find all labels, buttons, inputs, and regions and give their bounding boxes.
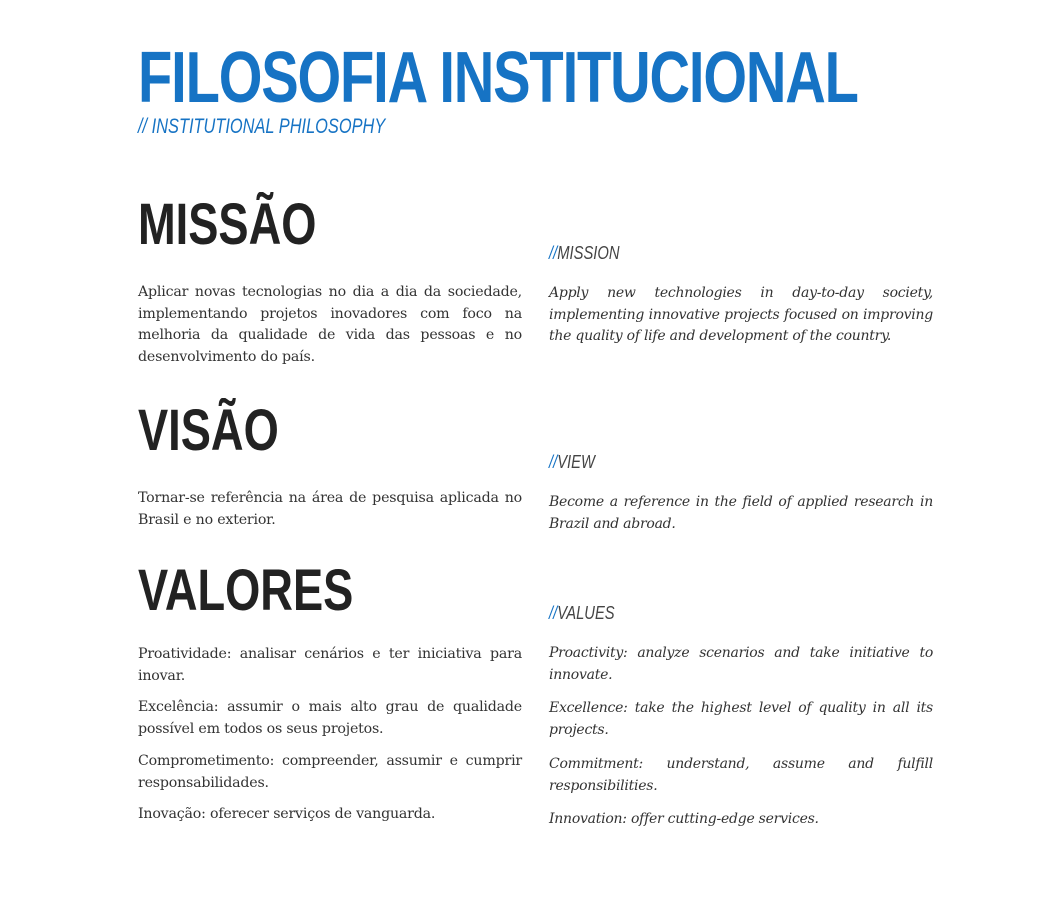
vision-english-label xyxy=(549,452,595,472)
mission-text-en: Apply new technologies in day-to-day society, implementing innovative projects focused on improving the quality of life and development of the country. xyxy=(549,285,933,344)
mission-text-pt: Aplicar novas tecnologias no dia a dia da sociedade, implementando projetos inovadores com foco na melhoria da qualidade de vida das pessoas e no desenvolvimento do país. xyxy=(138,284,522,365)
mission-label-slashes: // xyxy=(549,243,558,263)
value-item-en: Commitment: understand, assume and fulfill responsibilities. xyxy=(549,756,933,794)
value-item-en: Excellence: take the highest level of quality in all its projects. xyxy=(549,700,933,738)
value-item-en: Innovation: offer cutting-edge services. xyxy=(549,811,819,827)
values-heading: VALORES xyxy=(138,558,354,623)
page-title: FILOSOFIA INSTITUCIONAL xyxy=(138,38,858,118)
vision-text-pt: Tornar-se referência na área de pesquisa aplicada no Brasil e no exterior. xyxy=(138,490,522,528)
mission-label-text: MISSION xyxy=(557,243,620,263)
vision-label-text: VIEW xyxy=(557,452,595,472)
vision-text-en: Become a reference in the field of applied research in Brazil and abroad. xyxy=(549,494,933,532)
values-label-slashes: // xyxy=(549,603,558,623)
mission-heading: MISSÃO xyxy=(138,192,317,257)
values-english-label xyxy=(549,603,615,623)
value-item-pt: Excelência: assumir o mais alto grau de qualidade possível em todos os seus projetos. xyxy=(138,699,522,737)
page-subtitle: // INSTITUTIONAL PHILOSOPHY xyxy=(138,115,386,138)
value-item-en: Proactivity: analyze scenarios and take initiative to innovate. xyxy=(549,645,933,683)
value-item-pt: Comprometimento: compreender, assumir e cumprir responsabilidades. xyxy=(138,753,522,791)
vision-label-slashes: // xyxy=(549,452,558,472)
values-label-text: VALUES xyxy=(557,603,615,623)
vision-heading: VISÃO xyxy=(138,398,279,463)
value-item-pt: Proatividade: analisar cenários e ter iniciativa para inovar. xyxy=(138,646,522,684)
mission-english-label xyxy=(549,243,620,263)
value-item-pt: Inovação: oferecer serviços de vanguarda. xyxy=(138,806,436,822)
